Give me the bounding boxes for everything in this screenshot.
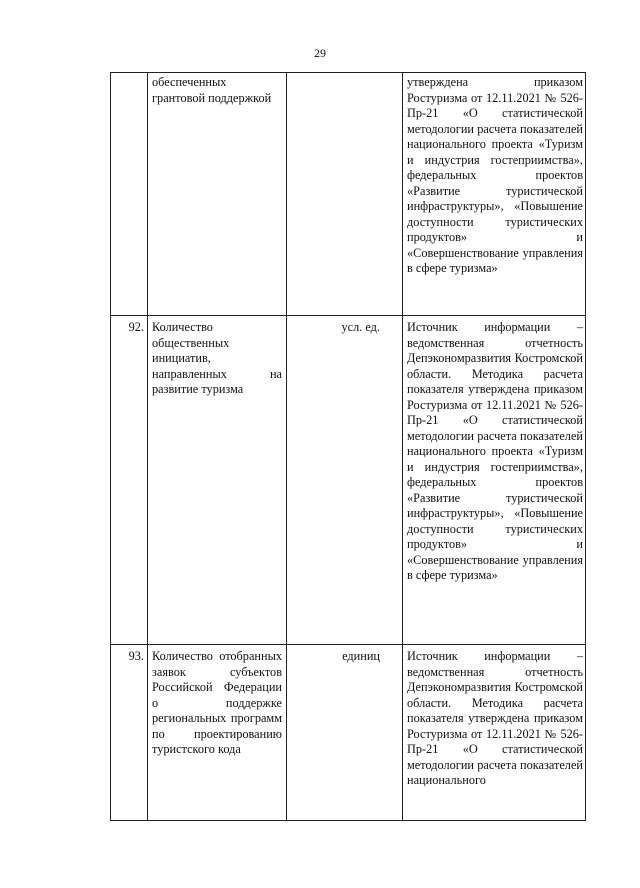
source-description: Источник информации – ведомственная отчетность Депэкономразвития Костромской области. Методика расчета показателя утверждена приказом Ростуризма от 12.11.2021 № 526-Пр-21 «О статистической методологии расчета показателей национального проекта «Туризм и индустрия гостеприимства», федеральных проектов «Развитие туристической инфраструктуры», «Повышение доступности туристических продуктов» и «Совершенствование управления в сфере туризма» — [403, 316, 586, 645]
page-number: 29 — [314, 46, 326, 60]
table-row — [111, 73, 586, 316]
row-number: 92. — [111, 316, 148, 645]
source-description: утверждена приказом Ростуризма от 12.11.2021 № 526-Пр-21 «О статистической методологии расчета показателей национального проекта «Туризм и индустрия гостеприимства», федеральных проектов «Развитие туристической инфраструктуры», «Повышение доступности туристических продуктов» и «Совершенствование управления в сфере туризма» — [403, 73, 586, 316]
indicator-name: Количество отобранных заявок субъектов Российской Федерации о поддержке региональных программ по проектированию туристского кода — [148, 645, 287, 821]
indicators-table — [110, 72, 586, 821]
table-row — [111, 645, 586, 821]
source-description: Источник информации – ведомственная отчетность Депэкономразвития Костромской области. Методика расчета показателя утверждена приказом Ростуризма от 12.11.2021 № 526-Пр-21 «О статистической методологии расчета показателей национального — [403, 645, 586, 821]
table-row — [111, 316, 586, 645]
unit-of-measure: единиц — [287, 645, 403, 821]
row-number: 93. — [111, 645, 148, 821]
indicator-name: Количество общественных инициатив, направленных на развитие туризма — [148, 316, 287, 645]
indicator-name: обеспеченных грантовой поддержкой — [148, 73, 287, 316]
unit-of-measure: усл. ед. — [287, 316, 403, 645]
row-number — [111, 73, 148, 316]
unit-of-measure — [287, 73, 403, 316]
